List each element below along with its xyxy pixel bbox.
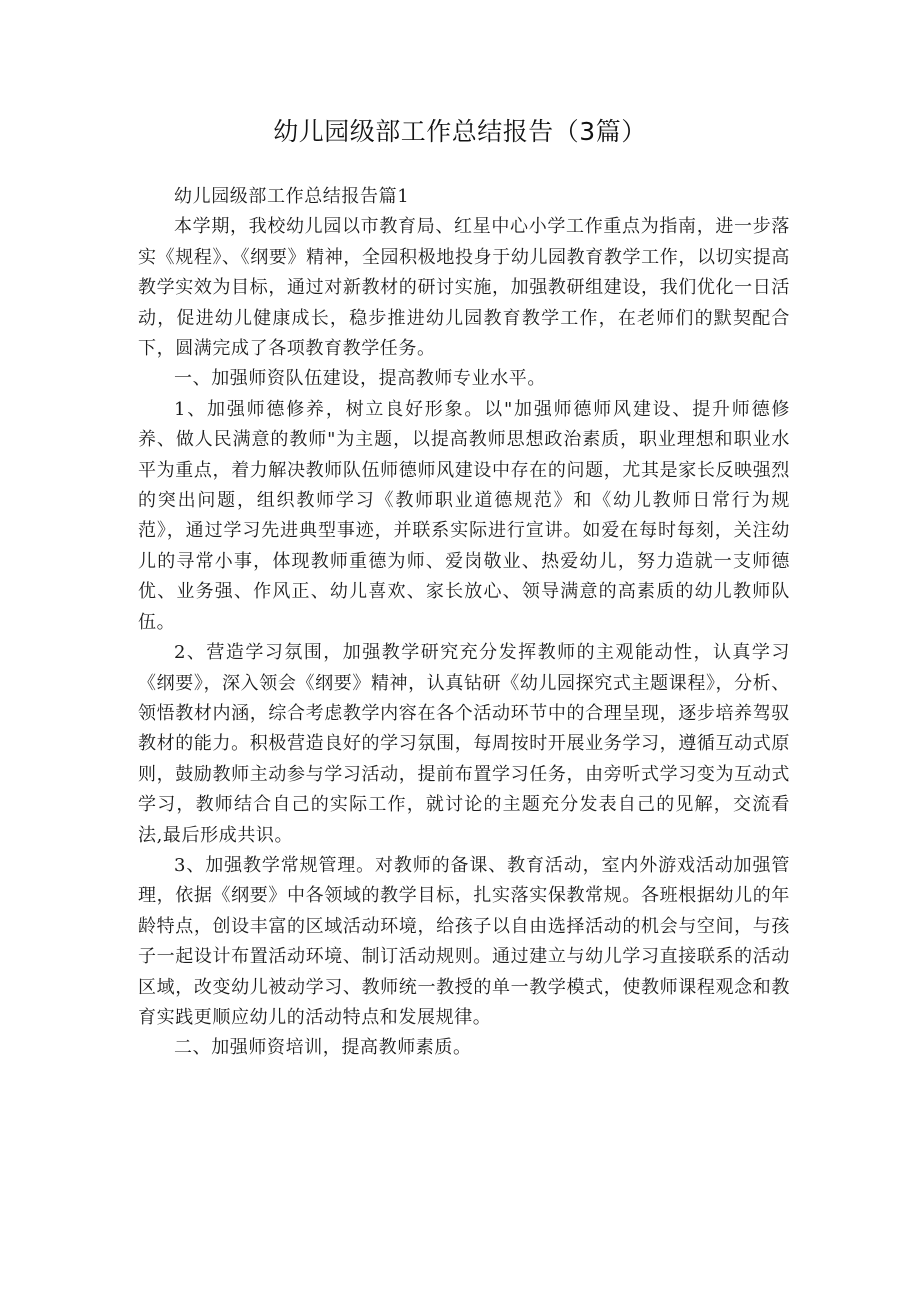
document-title: 幼儿园级部工作总结报告（3篇） — [273, 117, 647, 146]
paragraph-item-2: 2、营造学习氛围，加强教学研究充分发挥教师的主观能动性，认真学习《纲要》，深入领会《纲要》精神，认真钻研《幼儿园探究式主题课程》，分析、领悟教材内涵，综合考虑教学内容在各个活动环节中的合理呈现，逐步培养驾驭教材的能力。积极营造良好的学习氛围，每周按时开展业务学习，遵循互动式原则，鼓励教师主动参与学习活动，提前布置学习任务，由旁听式学习变为互动式学习，教师结合自己的实际工作，就讨论的主题充分发表自己的见解，交流看法,最后形成共识。 — [138, 642, 790, 846]
document-body — [138, 182, 790, 1064]
subsection-heading-2: 二、加强师资培训，提高教师素质。 — [174, 1037, 472, 1059]
section-heading: 幼儿园级部工作总结报告篇1 — [174, 186, 410, 207]
intro-paragraph: 本学期，我校幼儿园以市教育局、红星中心小学工作重点为指南，进一步落实《规程》、《纲要》精神，全园积极地投身于幼儿园教育教学工作，以切实提高教学实效为目标，通过对新教材的研讨实施，加强教研组建设，我们优化一日活动，促进幼儿健康成长，稳步推进幼儿园教育教学工作，在老师们的默契配合下，圆满完成了各项教育教学任务。 — [138, 216, 790, 360]
paragraph-item-1: 1、加强师德修养，树立良好形象。以"加强师德师风建设、提升师德修养、做人民满意的教师"为主题，以提高教师思想政治素质，职业理想和职业水平为重点，着力解决教师队伍师德师风建设中存在的问题，尤其是家长反映强烈的突出问题，组织教师学习《教师职业道德规范》和《幼儿教师日常行为规范》，通过学习先进典型事迹，并联系实际进行宣讲。如爱在每时每刻，关注幼儿的寻常小事，体现教师重德为师、爱岗敬业、热爱幼儿，努力造就一支师德优、业务强、作风正、幼儿喜欢、家长放心、领导满意的高素质的幼儿教师队伍。 — [138, 398, 790, 633]
subsection-heading-1: 一、加强师资队伍建设，提高教师专业水平。 — [174, 368, 546, 390]
paragraph-item-3: 3、加强教学常规管理。对教师的备课、教育活动，室内外游戏活动加强管理，依据《纲要》中各领域的教学目标，扎实落实保教常规。各班根据幼儿的年龄特点，创设丰富的区域活动环境，给孩子以自由选择活动的机会与空间，与孩子一起设计布置活动环境、制订活动规则。通过建立与幼儿学习直接联系的活动区域，改变幼儿被动学习、教师统一教授的单一教学模式，使教师课程观念和教育实践更顺应幼儿的活动特点和发展规律。 — [138, 854, 790, 1028]
